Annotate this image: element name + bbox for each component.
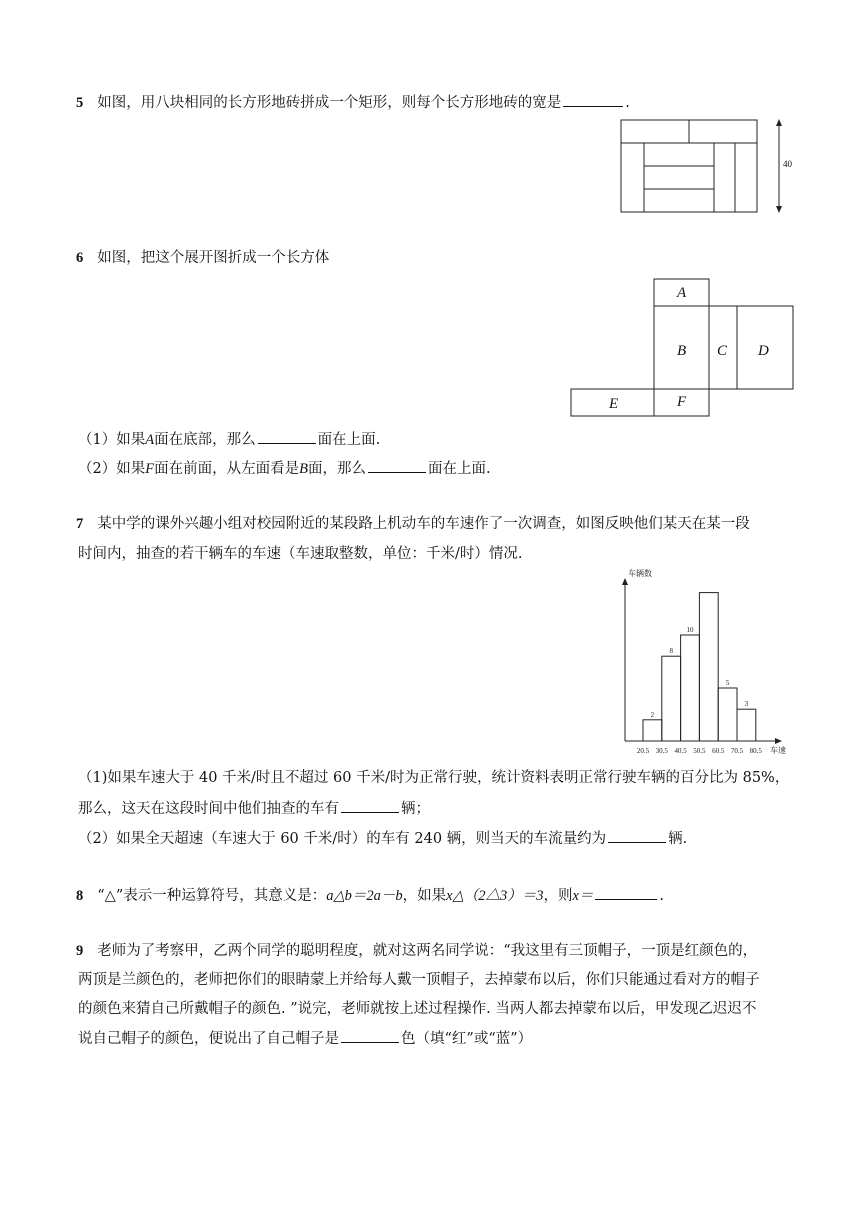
histogram-labels [628, 568, 786, 755]
q6-sub1-var: A [145, 432, 155, 448]
q8-text-c: ，则 [543, 888, 573, 904]
q6-sub1 [78, 429, 380, 450]
q5-text: 如图，用八块相同的长方形地砖拼成一个矩形，则每个长方形地砖的宽是 [97, 95, 562, 111]
q8-text-a: “△”表示一种运算符号，其意义是： [97, 888, 327, 904]
q7-sub1a [78, 768, 789, 788]
x-tick-label: 80.5 [749, 747, 762, 755]
q8-line [76, 885, 664, 906]
q5-answer-blank[interactable] [563, 92, 623, 107]
x-tick-label: 70.5 [730, 747, 744, 755]
bar-value-label: 2 [650, 710, 655, 719]
y-axis-arrow [622, 578, 628, 585]
q9-line2 [78, 970, 760, 990]
q8-number: 8 [76, 888, 84, 904]
x-tick-label: 20.5 [636, 747, 650, 755]
q7-sub1-answer-blank[interactable] [341, 798, 399, 813]
histogram-axes [622, 578, 782, 744]
q8-unknown: x＝ [572, 888, 594, 904]
face-label-f: F [677, 394, 687, 410]
q6-sub2-c: 面，那么 [307, 461, 366, 477]
histogram-bars [643, 593, 756, 741]
q9-text-5: 色（填“红”或“蓝”） [401, 1031, 533, 1047]
q7-text-1: 某中学的课外兴趣小组对校园附近的某段路上机动车的车速作了一次调查，如图反映他们某天在某一段 [97, 516, 750, 532]
q6-sub2 [78, 458, 491, 479]
q9-text-2: 两顶是兰颜色的，老师把你们的眼睛蒙上并给每人戴一顶帽子，去掉蒙布以后，你们只能通过看对方的帽子 [78, 972, 760, 988]
q8-period: . [659, 888, 665, 904]
histogram-bar [662, 656, 681, 741]
q7-number: 7 [76, 516, 84, 532]
q6-sub2-var2: B [299, 461, 308, 477]
q6-sub1-a: （1）如果 [78, 432, 146, 448]
x-tick-label: 30.5 [655, 747, 668, 755]
q7-sub1-text-3: 辆； [401, 801, 430, 817]
face-label-e: E [609, 396, 619, 412]
x-axis-label: 车速 [770, 746, 786, 755]
histogram-bar [718, 688, 737, 741]
bar-value-label: 5 [725, 679, 730, 687]
q8-answer-blank[interactable] [595, 885, 657, 900]
q5-line [76, 92, 630, 113]
q6-sub2-b: 面在前面，从左面看是 [154, 461, 300, 477]
q9-number: 9 [76, 943, 84, 959]
q6-sub2-d: 面在上面. [427, 461, 491, 477]
histogram-bar [737, 709, 756, 741]
face-label-b: B [677, 343, 687, 359]
q7-line2 [78, 544, 523, 564]
x-tick-label: 50.5 [693, 747, 706, 755]
q7-sub1b [78, 798, 430, 819]
histogram-bar [681, 635, 700, 741]
q6-sub2-answer-blank[interactable] [368, 458, 426, 473]
q9-line3 [78, 999, 756, 1019]
q5-period: . [625, 95, 630, 111]
face-label-c: C [717, 343, 728, 359]
q6-sub1-c: 面在上面. [317, 432, 381, 448]
q9-line1 [76, 941, 757, 961]
q7-sub2 [78, 828, 687, 849]
q6-number: 6 [76, 250, 84, 266]
q8-expression: x△（2△3）＝3 [446, 888, 544, 904]
q6-line [76, 248, 329, 268]
q9-text-4: 说自己帽子的颜色，便说出了自己帽子是 [78, 1031, 339, 1047]
bar-value-label: 8 [669, 647, 673, 656]
face-label-d: D [758, 343, 769, 359]
x-axis-arrow [775, 738, 782, 744]
histogram-bar [699, 593, 718, 741]
q7-sub2-answer-blank[interactable] [608, 828, 666, 843]
q9-line4 [78, 1028, 532, 1049]
face-label-a: A [677, 285, 687, 301]
q9-text-3: 的颜色来猜自己所戴帽子的颜色. ”说完，老师就按上述过程操作. 当两人都去掉蒙布以后，甲发现乙迟迟不 [78, 1001, 757, 1017]
q7-text-2: 时间内，抽查的若干辆车的车速（车速取整数，单位：千米/时）情况. [78, 546, 523, 562]
histogram-bar [643, 720, 662, 741]
q7-sub1-text-1: （1)如果车速大于 40 千米/时且不超过 60 千米/时为正常行驶，统计资料表明正常行驶车辆的百分比为 85%， [78, 770, 790, 786]
q6-sub2-a: （2）如果 [78, 461, 146, 477]
q9-text-1: 老师为了考察甲，乙两个同学的聪明程度，就对这两名同学说：“我这里有三顶帽子，一顶是红颜色的， [97, 943, 758, 959]
q7-sub2-text-1: （2）如果全天超速（车速大于 60 千米/时）的车有 240 辆，则当天的车流量约为 [78, 831, 607, 847]
q6-sub1-b: 面在底部，那么 [154, 432, 256, 448]
q7-sub1-text-2: 那么，这天在这段时间中他们抽查的车有 [78, 801, 339, 817]
x-tick-label: 60.5 [712, 747, 725, 755]
q6-text: 如图，把这个展开图折成一个长方体 [97, 250, 330, 266]
q9-answer-blank[interactable] [341, 1028, 399, 1043]
q5-dimension-label: 40 [783, 159, 792, 169]
bar-value-label: 3 [744, 700, 749, 709]
y-axis-label: 车辆数 [628, 569, 652, 578]
q7-sub2-text-2: 辆. [668, 831, 688, 847]
q8-definition: a△b＝2a－b [326, 888, 403, 904]
q5-number: 5 [76, 95, 84, 111]
q6-sub2-var1: F [145, 461, 155, 477]
q6-sub1-answer-blank[interactable] [258, 429, 316, 444]
q7-line1 [76, 514, 750, 534]
q8-text-b: ，如果 [402, 888, 447, 904]
x-tick-label: 40.5 [674, 747, 687, 755]
bar-value-label: 10 [686, 626, 694, 634]
